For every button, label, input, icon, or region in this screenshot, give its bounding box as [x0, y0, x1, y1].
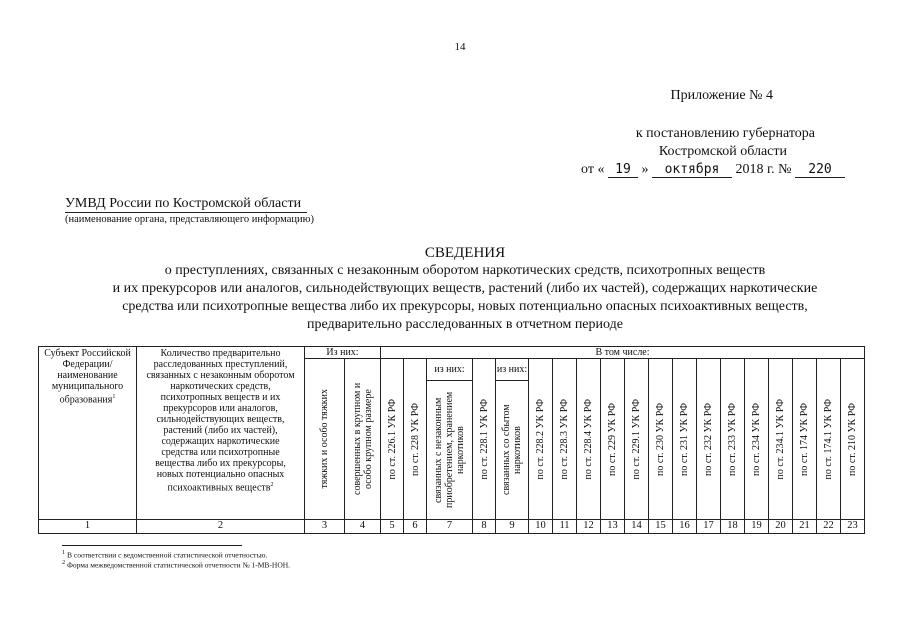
column-number-cell: 19 — [745, 520, 769, 534]
date-month: октября — [652, 162, 732, 178]
header-count: Количество предварительно расследованных преступлений, связанных с незаконным оборотом наркотических средств, психотропных веществ и их прекурсоров или аналогов, сильнодействующих веществ, растений (либо их частей), содержащих наркотические средства или психотропные вещества либо их прекурсоры, новых потенциально опасных психоактивных веществ$^2$ — [137, 347, 305, 520]
doc-number: 220 — [795, 162, 845, 178]
footnote-1: $^1$ В соответствии с ведомственной статистической отчетностью. — [62, 549, 268, 560]
header-of-them-small-2: из них: — [496, 359, 529, 381]
column-number-cell: 4 — [345, 520, 381, 534]
header-art-226-1: по ст. 226.1 УК РФ — [381, 359, 404, 520]
column-number-cell: 5 — [381, 520, 404, 534]
header-subject: Субъект Российской Федерации/ наименование муниципального образования$^1$ — [39, 347, 137, 520]
column-number-cell: 11 — [553, 520, 577, 534]
column-number-cell: 14 — [625, 520, 649, 534]
header-of-them: Из них: — [305, 347, 381, 359]
column-numbers-row — [39, 520, 865, 534]
column-number-cell: 16 — [673, 520, 697, 534]
column-number-cell: 9 — [496, 520, 529, 534]
header-sale: связанных со сбытом наркотиков — [496, 381, 529, 520]
date-prefix: от « — [581, 162, 605, 177]
header-article: по ст. 228.4 УК РФ — [577, 359, 601, 520]
header-article: по ст. 229 УК РФ — [601, 359, 625, 520]
column-number-cell: 7 — [427, 520, 473, 534]
column-number-cell: 17 — [697, 520, 721, 534]
date-day: 19 — [608, 162, 638, 178]
report-heading: СВЕДЕНИЯ — [424, 245, 506, 261]
header-article: по ст. 229.1 УК РФ — [625, 359, 649, 520]
subtitle-line: и их прекурсоров или аналогов, сильнодействующих веществ, растений (либо их частей), содержащих наркотические — [112, 281, 818, 296]
column-number-cell: 23 — [841, 520, 865, 534]
header-article: по ст. 231 УК РФ — [673, 359, 697, 520]
subtitle-line: предварительно расследованных в отчетном периоде — [307, 317, 623, 332]
column-number-cell: 22 — [817, 520, 841, 534]
header-article: по ст. 228.3 УК РФ — [553, 359, 577, 520]
header-art-228: по ст. 228 УК РФ — [404, 359, 427, 520]
column-number-cell: 12 — [577, 520, 601, 534]
header-article: по ст. 174.1 УК РФ — [817, 359, 841, 520]
date-year: 2018 г. № — [735, 162, 792, 177]
header-acquisition: связанных с незаконным приобретением, хранением наркотиков — [427, 381, 473, 520]
header-article: по ст. 234.1 УК РФ — [769, 359, 793, 520]
annex-date-line — [581, 162, 845, 178]
header-article: по ст. 228.2 УК РФ — [529, 359, 553, 520]
subtitle-line: о преступлениях, связанных с незаконным оборотом наркотических средств, психотропных веществ — [164, 263, 766, 278]
column-number-cell: 20 — [769, 520, 793, 534]
header-of-them-small: из них: — [427, 359, 473, 381]
report-table — [38, 346, 865, 534]
subtitle-line: средства или психотропные вещества либо их прекурсоры, новых потенциально опасных психоактивных веществ, — [122, 299, 808, 314]
annex-title: Приложение № 4 — [670, 88, 773, 103]
organization-name: УМВД России по Костромской области — [65, 196, 307, 213]
header-article: по ст. 232 УК РФ — [697, 359, 721, 520]
column-number-cell: 3 — [305, 520, 345, 534]
header-article: по ст. 230 УК РФ — [649, 359, 673, 520]
column-number-cell: 18 — [721, 520, 745, 534]
annex-line-1: к постановлению губернатора — [635, 126, 815, 141]
header-article: по ст. 210 УК РФ — [841, 359, 865, 520]
column-number-cell: 15 — [649, 520, 673, 534]
date-mid: » — [641, 162, 649, 177]
column-number-cell: 13 — [601, 520, 625, 534]
page-number: 14 — [454, 41, 466, 53]
footnote-2: $^2$ Форма межведомственной статистической отчетности № 1-МВ-НОН. — [62, 559, 291, 570]
header-article: по ст. 233 УК РФ — [721, 359, 745, 520]
column-number-cell: 6 — [404, 520, 427, 534]
header-grave: тяжких и особо тяжких — [305, 359, 345, 520]
column-number-cell: 10 — [529, 520, 553, 534]
header-article: по ст. 234 УК РФ — [745, 359, 769, 520]
report-subtitle — [60, 262, 870, 334]
header-art-228-1: по ст. 228.1 УК РФ — [473, 359, 496, 520]
column-number-cell: 1 — [39, 520, 137, 534]
header-article: по ст. 174 УК РФ — [793, 359, 817, 520]
annex-line-2: Костромской области — [658, 144, 787, 159]
footnote-divider — [62, 545, 242, 546]
header-including: В том числе: — [381, 347, 865, 359]
column-number-cell: 21 — [793, 520, 817, 534]
column-number-cell: 8 — [473, 520, 496, 534]
header-large-scale: совершенных в крупном и особо крупном размере — [345, 359, 381, 520]
organization-caption: (наименование органа, представляющего информацию) — [65, 214, 314, 225]
column-number-cell: 2 — [137, 520, 305, 534]
